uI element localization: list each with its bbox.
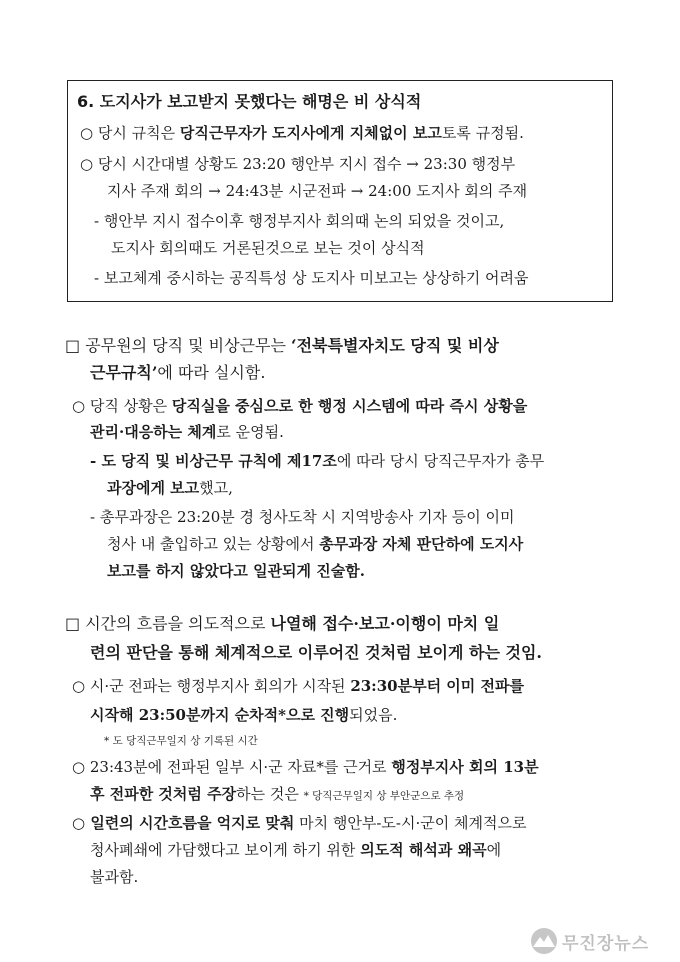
bold-text: 시작해 23:50분까지 순차적*으로 진행 xyxy=(90,706,350,724)
section2-bullet-1 xyxy=(72,675,524,697)
watermark-logo xyxy=(530,926,672,956)
bullet-circle: ○ xyxy=(72,758,86,776)
bold-text: 근무규칙’ xyxy=(90,363,158,382)
bullet-circle: ○ xyxy=(72,397,86,415)
bold-text: - 도 당직 및 비상근무 규칙에 제17조 xyxy=(90,452,337,470)
text: 23:43분에 전파된 일부 시·군 자료*를 근거로 xyxy=(85,758,392,776)
bold-text: 총무과장 자체 판단하에 도지사 xyxy=(319,535,524,553)
section2-line-2: 련의 판단을 통해 체계적으로 이루어진 것처럼 보이게 하는 것임. xyxy=(90,643,542,662)
box-line-1 xyxy=(80,122,524,144)
text: 시·군 전파는 행정부지사 회의가 시작된 xyxy=(85,677,351,695)
section1-dash-1 xyxy=(90,450,544,472)
text: 청사 내 출입하고 있는 상황에서 xyxy=(107,535,320,553)
box-line-4: - 행안부 지시 접수이후 행정부지사 회의때 논의 되었을 것이고, xyxy=(94,212,505,230)
bold-text: 23:30분부터 이미 전파를 xyxy=(350,677,524,695)
text: 하는 것은 xyxy=(236,785,304,803)
bullet-circle: ○ xyxy=(80,155,94,173)
text: 에 따라 당시 당직근무자가 총무 xyxy=(336,452,545,470)
section1-dash-2: - 총무과장은 23:20분 경 청사도착 시 지역방송사 기자 등이 이미 xyxy=(90,508,515,526)
bullet-circle: ○ xyxy=(80,124,94,142)
box-line-3: 지사 주재 회의 → 24:43분 시군전파 → 24:00 도지사 회의 주재 xyxy=(107,182,528,200)
text: 공무원의 당직 및 비상근무는 xyxy=(80,336,292,355)
box-line-2 xyxy=(80,153,515,175)
section1-bullet-1-cont xyxy=(90,421,284,443)
text: 당시 규칙은 xyxy=(93,124,180,142)
section1-line-1 xyxy=(65,335,499,357)
section2-note-1: * 도 당직근무일지 상 기록된 시간 xyxy=(104,735,258,747)
section2-bullet-1-cont xyxy=(90,704,397,726)
text: 되었음. xyxy=(349,706,398,724)
section1-dash-1-cont xyxy=(107,477,233,499)
text: 당시 시간대별 상황도 23:20 행안부 지시 접수 → 23:30 행정부 xyxy=(93,155,516,173)
bold-text: 과장에게 보고 xyxy=(107,479,200,497)
box-title: 6. 도지사가 보고받지 못했다는 해명은 비 상식적 xyxy=(77,92,422,111)
text: 했고, xyxy=(199,479,233,497)
box-line-5: 도지사 회의때도 거론된것으로 보는 것이 상식적 xyxy=(111,239,425,257)
text: 에 따라 실시함. xyxy=(157,363,266,382)
section2-bullet-3 xyxy=(72,812,526,834)
bullet-circle: ○ xyxy=(72,814,86,832)
square-marker: □ xyxy=(65,336,81,355)
square-marker: □ xyxy=(65,614,81,633)
text: 청사폐쇄에 가담했다고 보이게 하기 위한 xyxy=(90,841,361,859)
bold-text: 행정부지사 회의 13분 xyxy=(391,758,539,776)
bold-text: 일련의 시간흐름을 억지로 맞춰 xyxy=(85,814,295,832)
bold-text: 당직근무자가 도지사에게 지체없이 보고 xyxy=(179,124,442,142)
section1-dash-2-cont xyxy=(107,533,523,555)
mountain-logo-icon xyxy=(530,927,558,955)
section2-bullet-3-cont2: 불과함. xyxy=(90,868,139,886)
section2-bullet-3-cont xyxy=(90,839,501,861)
bold-text: ‘전북특별자치도 당직 및 비상 xyxy=(291,336,499,355)
section2-line-1 xyxy=(65,613,499,635)
bold-text: 의도적 해석과 왜곡 xyxy=(360,841,487,859)
text: 토록 규정됨. xyxy=(441,124,524,142)
bold-text: 당직실을 중심으로 한 행정 시스템에 따라 즉시 상황을 xyxy=(171,397,528,415)
section2-bullet-2 xyxy=(72,756,539,778)
bold-text: 후 전파한 것처럼 주장 xyxy=(90,785,237,803)
section2-bullet-2-cont xyxy=(90,783,464,807)
text: 에 xyxy=(486,841,502,859)
box-line-6: - 보고체계 중시하는 공직특성 상 도지사 미보고는 상상하기 어려움 xyxy=(94,269,529,287)
text: 로 운영됨. xyxy=(216,423,284,441)
text: 마치 행안부-도-시·군이 체계적으로 xyxy=(294,814,527,832)
bullet-circle: ○ xyxy=(72,677,86,695)
bold-text: 관리·대응하는 체계 xyxy=(90,423,217,441)
text: 당직 상황은 xyxy=(85,397,172,415)
text: 시간의 흐름을 의도적으로 xyxy=(80,614,271,633)
section1-line-2 xyxy=(90,362,265,384)
watermark-text: 무진장뉴스 xyxy=(562,933,650,954)
section1-dash-2-cont2: 보고를 하지 않았다고 일관되게 진술함. xyxy=(107,562,365,580)
footnote-text: * 당직근무일지 상 부안군으로 추정 xyxy=(303,790,465,802)
bold-text: 나열해 접수·보고·이행이 마치 일 xyxy=(270,614,500,633)
section1-bullet-1 xyxy=(72,395,527,417)
